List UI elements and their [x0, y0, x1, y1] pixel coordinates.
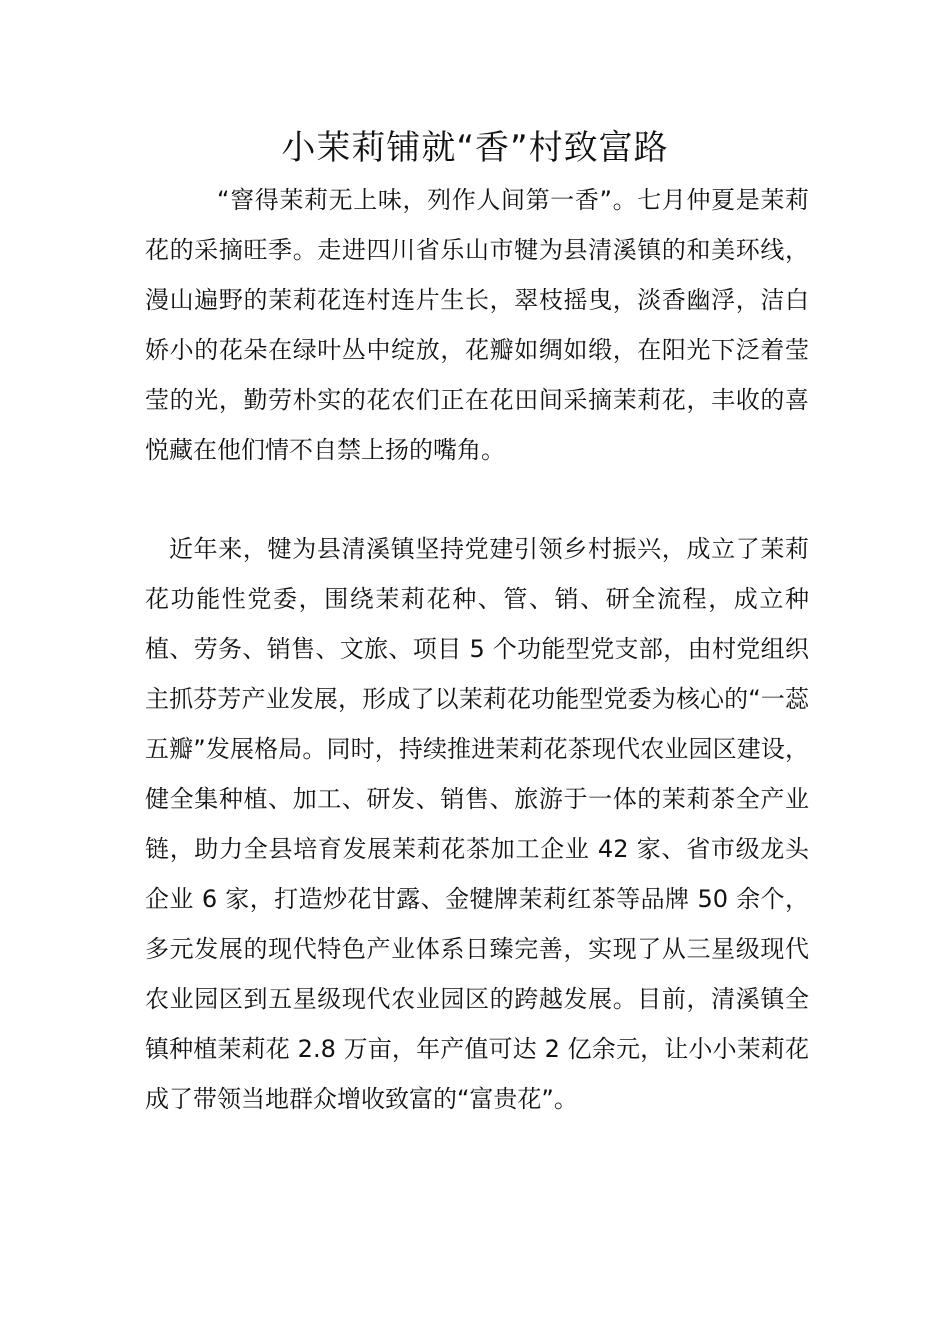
document-title: 小茉莉铺就“香”村致富路 — [281, 128, 669, 168]
paragraph-intro: “窨得茉莉无上味，列作人间第一香”。七月仲夏是茉莉花的采摘旺季。走进四川省乐山市犍为县清溪镇的和美环线，漫山遍野的茉莉花连村连片生长，翠枝摇曳，淡香幽浮，洁白娇小的花朵在绿叶丛中绽放，花瓣如绸如缎，在阳光下泛着莹莹的光，勤劳朴实的花农们正在花田间采摘茉莉花，丰收的喜悦藏在他们情不自禁上扬的嘴角。 — [145, 186, 809, 464]
paragraph-development: 近年来，犍为县清溪镇坚持党建引领乡村振兴，成立了茉莉花功能性党委，围绕茉莉花种、管、销、研全流程，成立种植、劳务、销售、文旅、项目 5 个功能型党支部，由村党组织主抓芬芳产业发展，形成了以茉莉花功能型党委为核心的“一蕊五瓣”发展格局。同时，持续推进茉莉花茶现代农业园区建设，健全集种植、加工、研发、销售、旅游于一体的茉莉茶全产业链，助力全县培育发展茉莉花茶加工企业 42 家、省市级龙头企业 6 家，打造炒花甘露、金犍牌茉莉红茶等品牌 50 余个，多元发展的现代特色产业体系日臻完善，实现了从三星级现代农业园区到五星级现代农业园区的跨越发展。目前，清溪镇全镇种植茉莉花 2.8 万亩，年产值可达 2 亿余元，让小小茉莉花成了带领当地群众增收致富的“富贵花”。 — [145, 535, 809, 1113]
